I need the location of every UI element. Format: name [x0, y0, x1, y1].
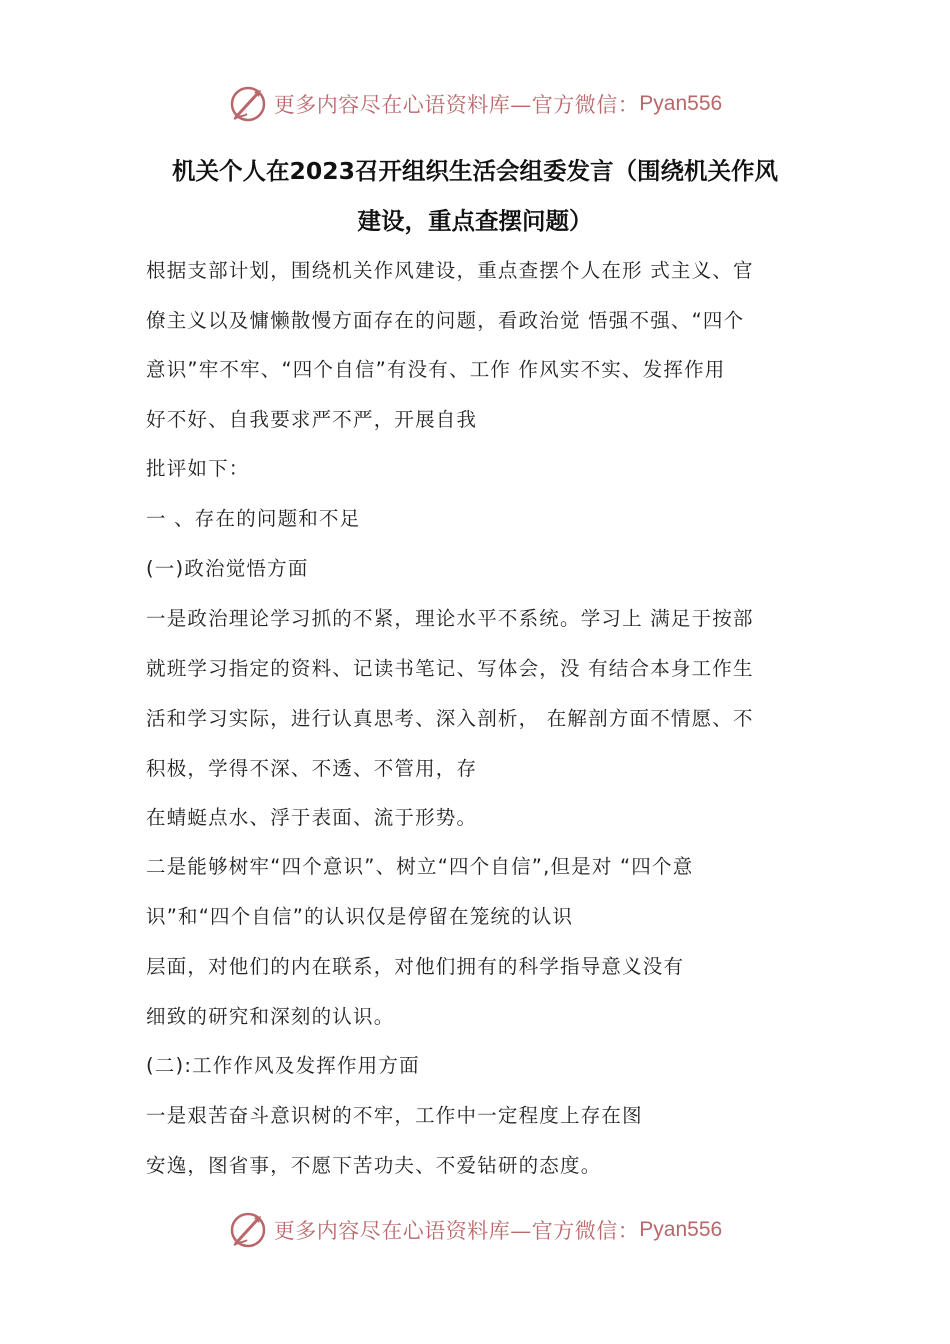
paragraph-line: 就班学习指定的资料、记读书笔记、写体会，没 有结合本身工作生 — [146, 657, 754, 680]
title-line-2: 建设，重点查摆问题） — [357, 207, 593, 235]
watermark-wechat-id: Pyan556 — [639, 92, 723, 115]
subsection-heading: (二):工作作风及发挥作用方面 — [146, 1054, 420, 1077]
paragraph-line: 层面，对他们的内在联系，对他们拥有的科学指导意义没有 — [146, 955, 685, 978]
title-line-1: 机关个人在2023召开组织生活会组委发言（围绕机关作风 — [172, 157, 778, 185]
paragraph-line: 根据支部计划，围绕机关作风建设，重点查摆个人在形 式主义、官 — [146, 259, 754, 282]
paragraph-line: 僚主义以及慵懒散慢方面存在的问题，看政治觉 悟强不强、“四个 — [146, 309, 745, 332]
paragraph-line: 在蜻蜓点水、浮于表面、流于形势。 — [146, 806, 478, 829]
pen-logo-icon — [228, 84, 268, 124]
header-watermark — [0, 82, 950, 126]
watermark-text: 更多内容尽在心语资料库—官方微信： — [273, 93, 640, 117]
footer-watermark — [0, 1208, 950, 1252]
paragraph-line: 好不好、自我要求严不严，开展自我 — [146, 408, 478, 431]
paragraph-line: 安逸，图省事，不愿下苦功夫、不爱钻研的态度。 — [146, 1154, 602, 1177]
pen-logo-icon — [228, 1210, 268, 1250]
paragraph-line: 意识”牢不牢、“四个自信”有没有、工作 作风实不实、发挥作用 — [146, 358, 726, 381]
section-heading: 一 、存在的问题和不足 — [146, 507, 361, 530]
watermark-text: 更多内容尽在心语资料库—官方微信： — [273, 1219, 640, 1243]
paragraph-line: 一是政治理论学习抓的不紧，理论水平不系统。学习上 满足于按部 — [146, 607, 754, 630]
subsection-heading: (一)政治觉悟方面 — [146, 557, 309, 580]
watermark-wechat-id: Pyan556 — [639, 1218, 723, 1241]
paragraph-line: 识”和“四个自信”的认识仅是停留在笼统的认识 — [146, 905, 574, 928]
paragraph-line: 一是艰苦奋斗意识树的不牢，工作中一定程度上存在图 — [146, 1104, 643, 1127]
paragraph-line: 积极，学得不深、不透、不管用，存 — [146, 757, 478, 780]
paragraph-line: 活和学习实际，进行认真思考、深入剖析， 在解剖方面不情愿、不 — [146, 707, 754, 730]
paragraph-line: 批评如下： — [146, 457, 250, 480]
paragraph-line: 二是能够树牢“四个意识”、树立“四个自信”,但是对 “四个意 — [146, 855, 694, 878]
document-title — [145, 146, 805, 246]
paragraph-line: 细致的研究和深刻的认识。 — [146, 1005, 395, 1028]
